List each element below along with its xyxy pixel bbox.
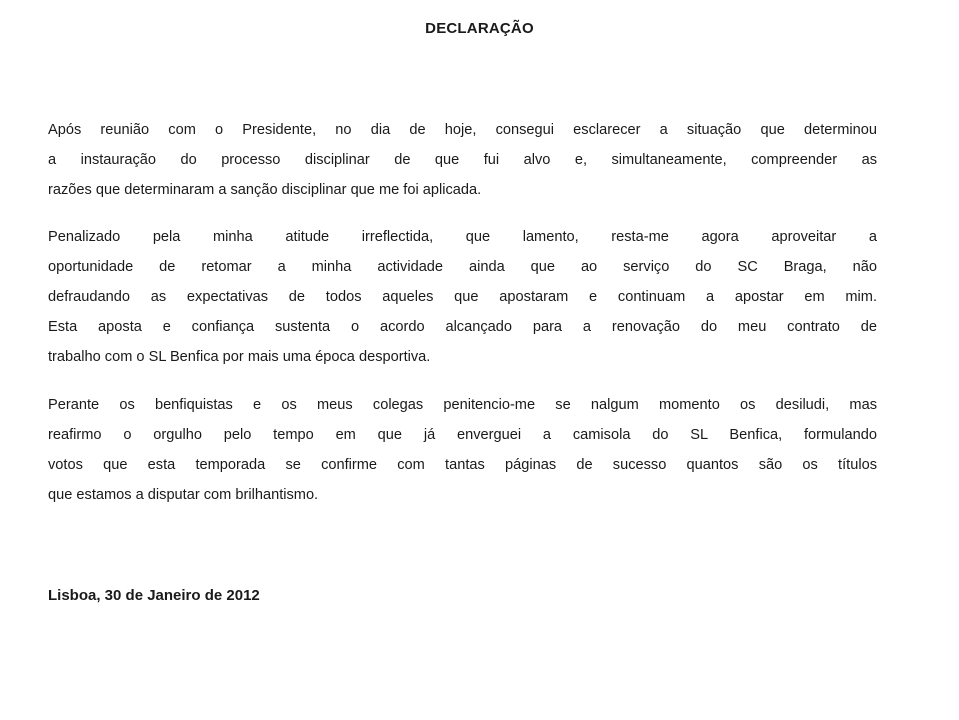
text-line: votos que esta temporada se confirme com tantas páginas de sucesso quantos são os títulos <box>48 457 877 473</box>
text-line: que estamos a disputar com brilhantismo. <box>48 487 319 503</box>
text-line: a instauração do processo disciplinar de que fui alvo e, simultaneamente, compreender as <box>48 152 877 168</box>
text-line: Esta aposta e confiança sustenta o acordo alcançado para a renovação do meu contrato de <box>48 319 877 335</box>
text-line: Penalizado pela minha atitude irreflectida, que lamento, resta-me agora aproveitar a <box>48 229 877 245</box>
document-title: DECLARAÇÃO <box>425 20 534 37</box>
place-date: Lisboa, 30 de Janeiro de 2012 <box>48 587 260 604</box>
text-line: oportunidade de retomar a minha actividade ainda que ao serviço do SC Braga, não <box>48 259 877 275</box>
text-line: reafirmo o orgulho pelo tempo em que já enverguei a camisola do SL Benfica, formulando <box>48 427 877 443</box>
text-line: Após reunião com o Presidente, no dia de hoje, consegui esclarecer a situação que determinou <box>48 122 877 138</box>
text-line: Perante os benfiquistas e os meus colegas penitencio-me se nalgum momento os desiludi, mas <box>48 397 877 413</box>
text-line: trabalho com o SL Benfica por mais uma época desportiva. <box>48 349 431 365</box>
text-line: defraudando as expectativas de todos aqueles que apostaram e continuam a apostar em mim. <box>48 289 877 305</box>
text-line: razões que determinaram a sanção disciplinar que me foi aplicada. <box>48 182 482 198</box>
